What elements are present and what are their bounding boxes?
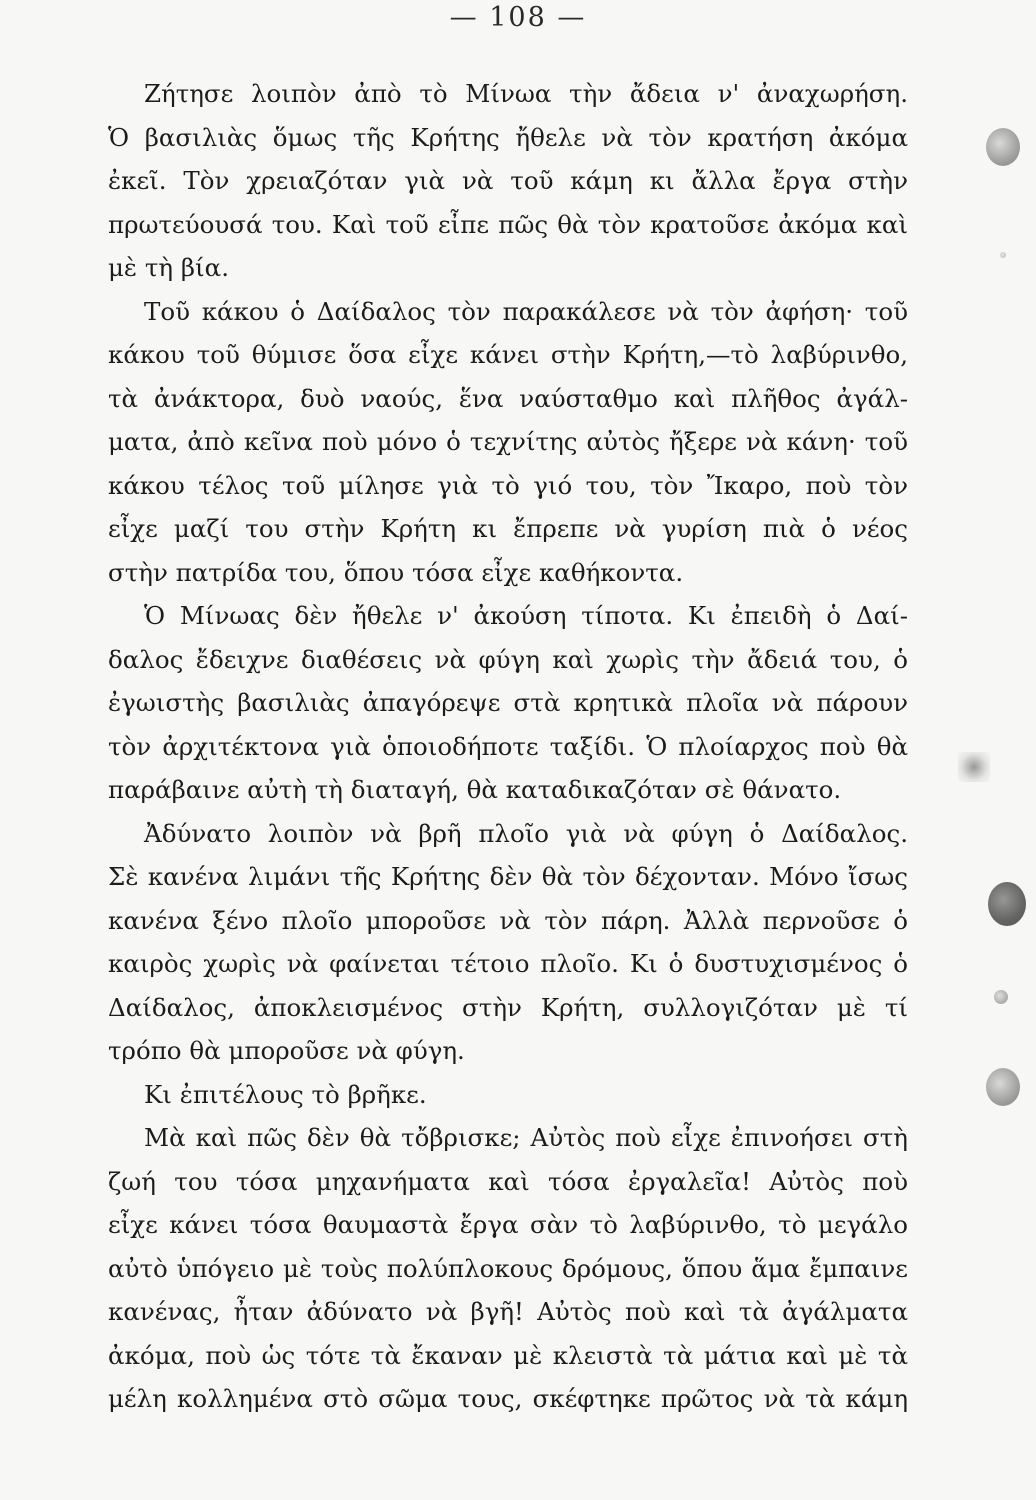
text-line: Μὰ καὶ πῶς δὲν θὰ τὄβρισκε; Αὐτὸς ποὺ εἶχε ἐπινοήσει στὴ: [144, 1123, 908, 1152]
text-line: τρόπο θὰ μποροῦσε νὰ φύγη.: [108, 1036, 465, 1065]
text-line: στὴν πατρίδα του, ὅπου τόσα εἶχε καθήκοντα.: [108, 557, 684, 587]
text-line: ἐκεῖ. Τὸν χρειαζόταν γιὰ νὰ τοῦ κάμη κι ἄλλα ἔργα στὴν: [108, 166, 908, 195]
text-line: παράβαινε αὐτὴ τὴ διαταγή, θὰ καταδικαζόταν σὲ θάνατο.: [108, 775, 842, 804]
text-line: Ἀδύνατο λοιπὸν νὰ βρῆ πλοῖο γιὰ νὰ φύγη ὁ Δαίδαλος.: [144, 818, 908, 848]
text-line: κάκου τέλος τοῦ μίλησε γιὰ τὸ γιό του, τὸν Ἴκαρο, ποὺ τὸν: [108, 470, 908, 500]
text-line: τὰ ἀνάκτορα, δυὸ ναούς, ἕνα ναύσταθμο καὶ πλῆθος ἀγάλ-: [108, 383, 908, 413]
text-line: μέλη κολλημένα στὸ σῶμα τους, σκέφτηκε πρῶτος νὰ τὰ κάμη: [108, 1384, 908, 1413]
body-text: [108, 72, 908, 1421]
text-line: Σὲ κανένα λιμάνι τῆς Κρήτης δὲν θὰ τὸν δέχονταν. Μόνο ἴσως: [108, 862, 908, 891]
ink-smudge: [958, 752, 990, 782]
text-line: ἐγωιστὴς βασιλιὰς ἀπαγόρεψε στὰ κρητικὰ πλοῖα νὰ πάρουν: [108, 688, 908, 717]
paper-speck: [994, 990, 1008, 1004]
text-line: Κι ἐπιτέλους τὸ βρῆκε.: [144, 1079, 427, 1109]
binding-hole: [986, 1068, 1020, 1106]
text-line: μὲ τὴ βία.: [108, 253, 229, 282]
text-line: Ζήτησε λοιπὸν ἀπὸ τὸ Μίνωα τὴν ἄδεια ν' ἀναχωρήση.: [144, 79, 908, 108]
text-line: κάκου τοῦ θύμισε ὅσα εἶχε κάνει στὴν Κρήτη,—τὸ λαβύρινθο,: [108, 340, 908, 369]
text-line: εἶχε μαζί του στὴν Κρήτη κι ἔπρεπε νὰ γυρίση πιὰ ὁ νέος: [108, 514, 908, 543]
text-line: Τοῦ κάκου ὁ Δαίδαλος τὸν παρακάλεσε νὰ τὸν ἀφήση· τοῦ: [144, 296, 908, 326]
text-line: Ὁ Μίνωας δὲν ἤθελε ν' ἀκούση τίποτα. Κι ἐπειδὴ ὁ Δαί-: [144, 601, 908, 630]
text-line: ματα, ἀπὸ κεῖνα ποὺ μόνο ὁ τεχνίτης αὐτὸς ἤξερε νὰ κάνη· τοῦ: [108, 427, 908, 456]
text-line: κανένας, ἦταν ἀδύνατο νὰ βγῆ! Αὐτὸς ποὺ καὶ τὰ ἀγάλματα: [108, 1297, 908, 1326]
text-line: ἀκόμα, ποὺ ὡς τότε τὰ ἔκαναν μὲ κλειστὰ τὰ μάτια καὶ μὲ τὰ: [108, 1340, 908, 1370]
binding-hole: [988, 882, 1026, 926]
text-line: Ὁ βασιλιὰς ὅμως τῆς Κρήτης ἤθελε νὰ τὸν κρατήση ἀκόμα: [108, 122, 908, 152]
text-line: κανένα ξένο πλοῖο μποροῦσε νὰ τὸν πάρη. Ἀλλὰ περνοῦσε ὁ: [108, 905, 908, 935]
binding-hole: [986, 128, 1020, 166]
text-line: Δαίδαλος, ἀποκλεισμένος στὴν Κρήτη, συλλογιζόταν μὲ τί: [108, 992, 908, 1022]
text-line: αὐτὸ ὑπόγειο μὲ τοὺς πολύπλοκους δρόμους, ὅπου ἅμα ἔμπαινε: [108, 1253, 908, 1283]
page-number: — 108 —: [449, 2, 587, 33]
text-line: δαλος ἔδειχνε διαθέσεις νὰ φύγη καὶ χωρὶς τὴν ἄδειά του, ὁ: [108, 644, 908, 674]
text-line: ζωή του τόσα μηχανήματα καὶ τόσα ἐργαλεῖα! Αὐτὸς ποὺ: [108, 1166, 908, 1196]
text-line: καιρὸς χωρὶς νὰ φαίνεται τέτοιο πλοῖο. Κι ὁ δυστυχισμένος ὁ: [108, 949, 908, 978]
text-line: εἶχε κάνει τόσα θαυμαστὰ ἔργα σὰν τὸ λαβύρινθο, τὸ μεγάλο: [108, 1210, 908, 1239]
text-line: τὸν ἀρχιτέκτονα γιὰ ὁποιοδήποτε ταξίδι. Ὁ πλοίαρχος ποὺ θὰ: [108, 731, 908, 761]
text-line: πρωτεύουσά του. Καὶ τοῦ εἶπε πῶς θὰ τὸν κρατοῦσε ἀκόμα καὶ: [108, 209, 908, 239]
paper-speck: [1000, 252, 1006, 258]
